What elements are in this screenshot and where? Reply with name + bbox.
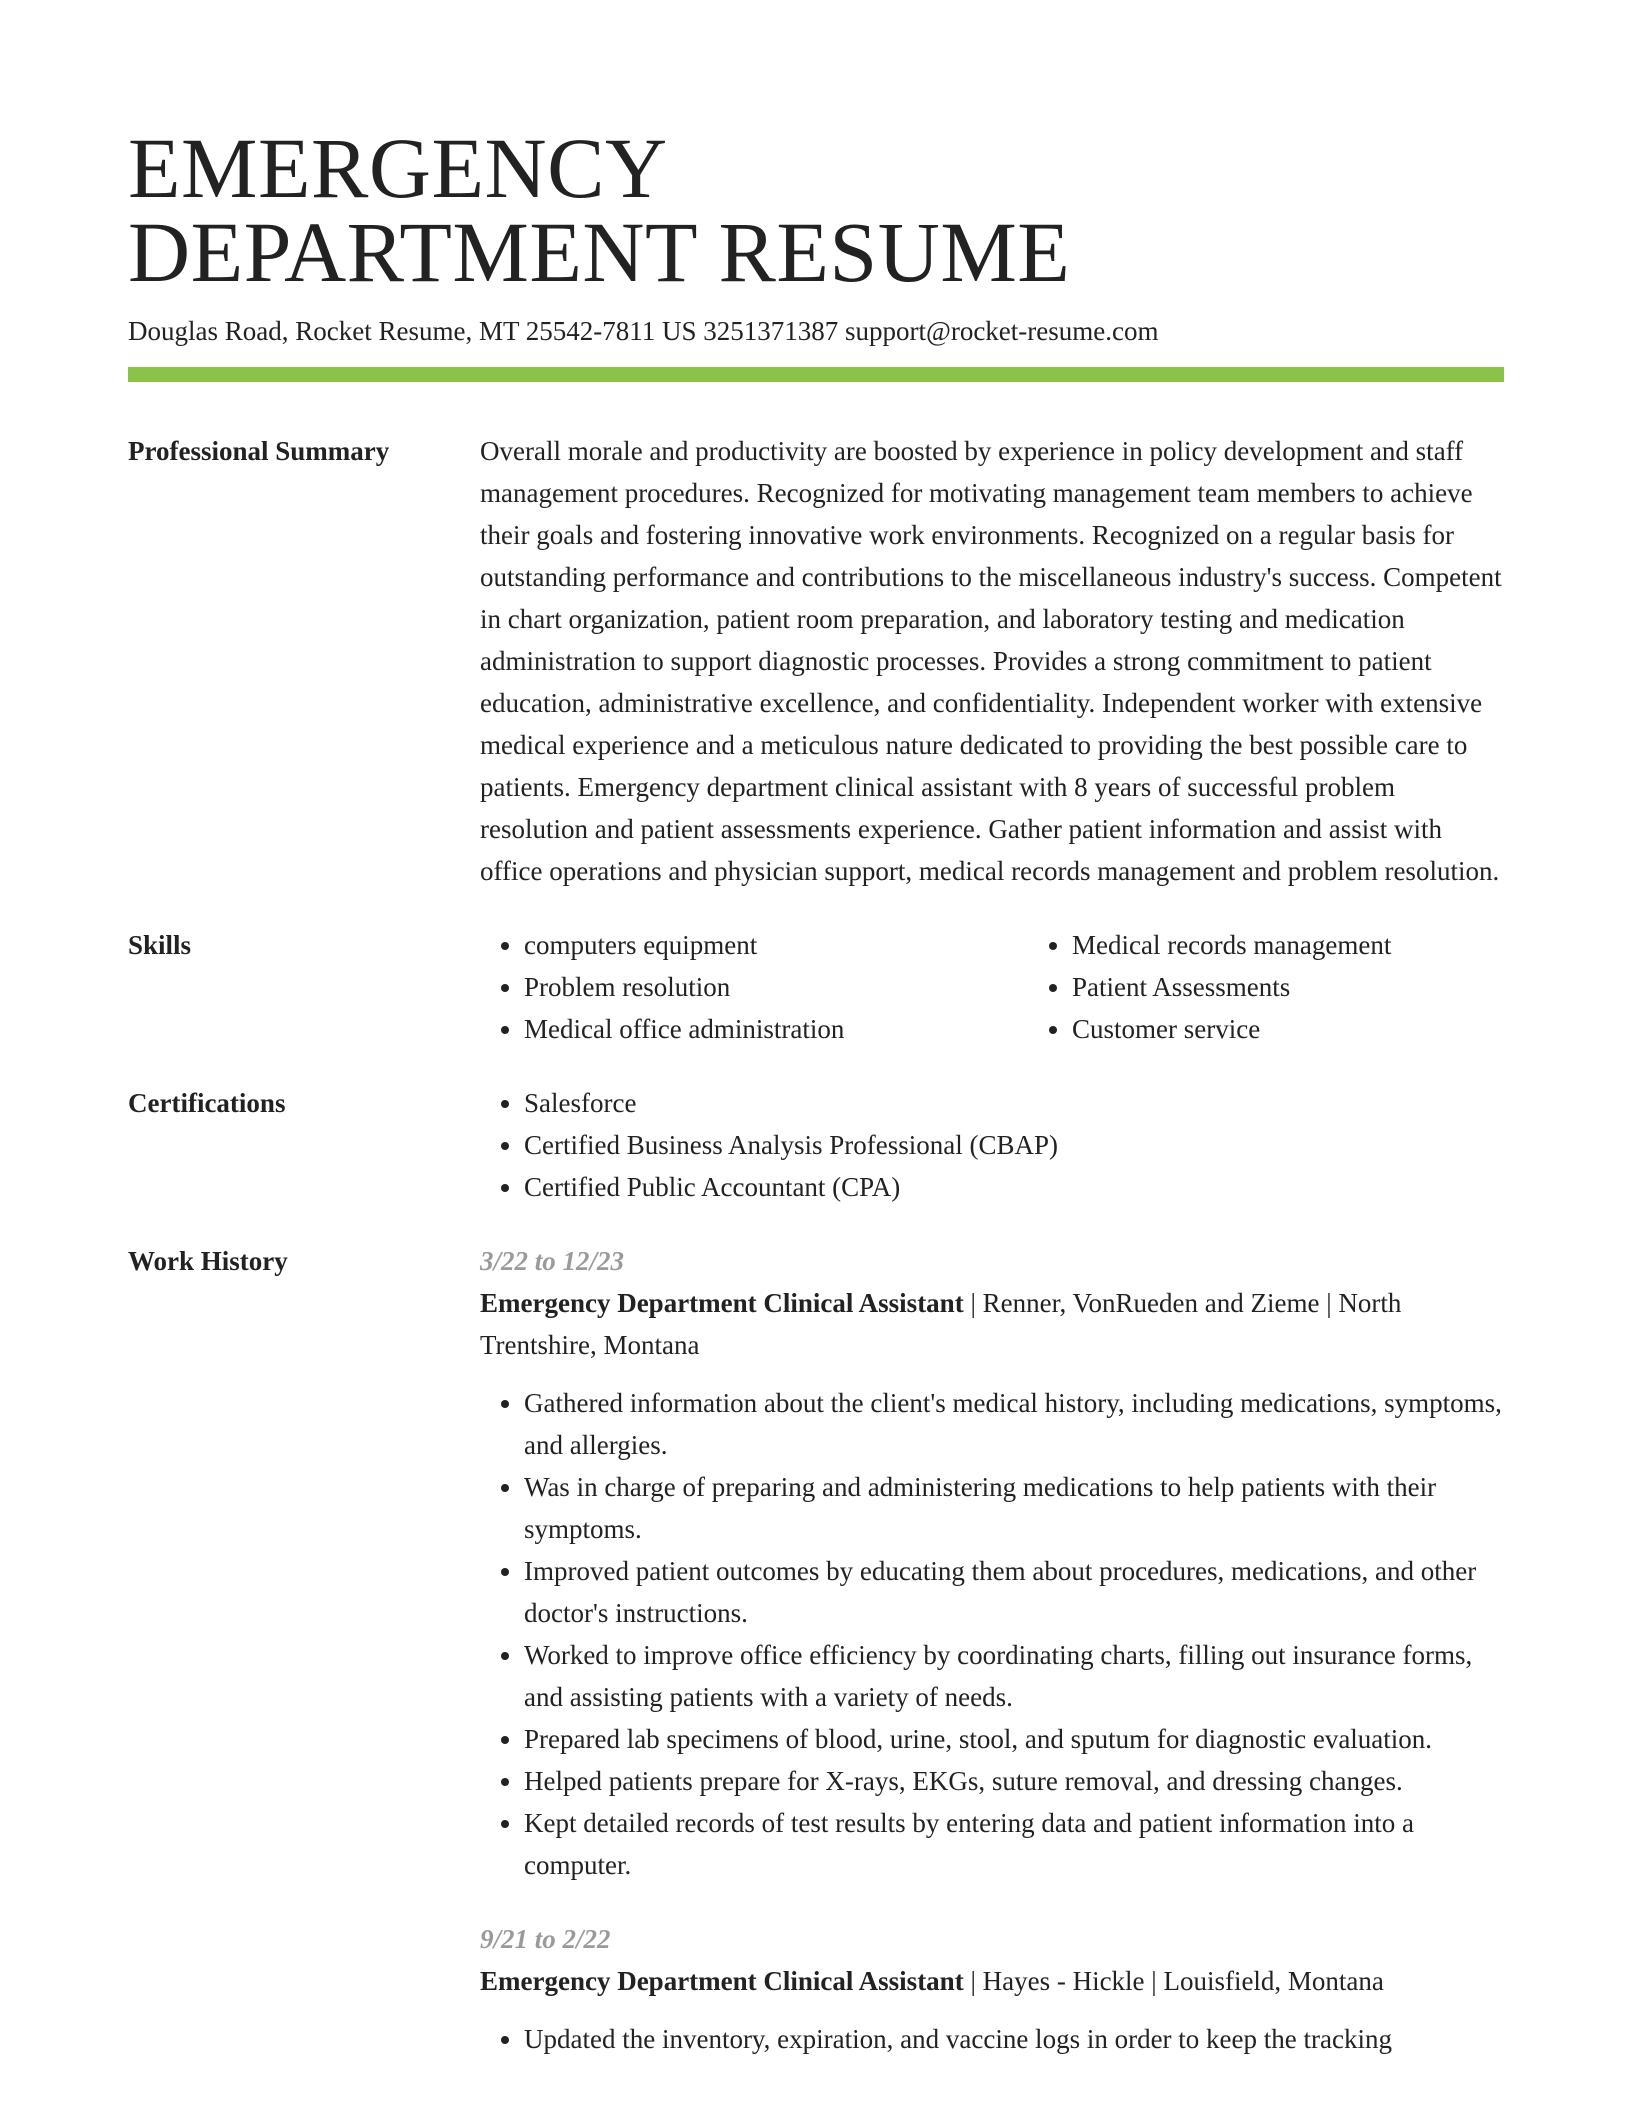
certifications-list	[480, 1082, 1504, 1208]
job-bullet: • Worked to improve office efficiency by coordinating charts, filling out insurance forms, and assisting patients with a variety of needs.	[524, 1634, 1504, 1718]
skills-section	[128, 924, 1504, 1050]
skill-item: • Medical records management	[1072, 924, 1572, 966]
certification-item: • Certified Public Accountant (CPA)	[524, 1166, 1504, 1208]
job-heading	[480, 1960, 1504, 2002]
certification-item: • Salesforce	[524, 1082, 1504, 1124]
title-line-2: DEPARTMENT RESUME	[128, 204, 1071, 300]
job-dates: 3/22 to 12/23	[480, 1246, 625, 1276]
job-bullet: • Improved patient outcomes by educating them about procedures, medications, and other doctor's instructions.	[524, 1550, 1504, 1634]
skills-column-left	[480, 924, 1028, 1050]
job-dates: 9/21 to 2/22	[480, 1924, 611, 1954]
job-employer-location: | Renner, VonRueden and Zieme | North Trentshire, Montana	[480, 1288, 1402, 1360]
header-divider	[128, 367, 1504, 382]
contact-info: Douglas Road, Rocket Resume, MT 25542-7811 US 3251371387 support@rocket-resume.com	[128, 316, 1159, 346]
skill-item: • Problem resolution	[524, 966, 1028, 1008]
job-bullet: • Prepared lab specimens of blood, urine, stool, and sputum for diagnostic evaluation.	[524, 1718, 1504, 1760]
job-entry	[480, 1918, 1504, 2060]
job-employer-location: | Hayes - Hickle | Louisfield, Montana	[963, 1966, 1384, 1996]
summary-text: Overall morale and productivity are boosted by experience in policy development and staff management procedures. Recognized for motivating management team members to achieve their goals and fostering innovative work environments. Recognized on a regular basis for outstanding performance and contributions to the miscellaneous industry's success. Competent in chart organization, patient room preparation, and laboratory testing and medication administration to support diagnostic processes. Provides a strong commitment to patient education, administrative excellence, and confidentiality. Independent worker with extensive medical experience and a meticulous nature dedicated to providing the best possible care to patients. Emergency department clinical assistant with 8 years of successful problem resolution and patient assessments experience. Gather patient information and assist with office operations and physician support, medical records management and problem resolution.	[480, 436, 1502, 886]
summary-section	[128, 430, 1504, 892]
work-history-label: Work History	[128, 1246, 288, 1276]
certifications-section	[128, 1082, 1504, 1208]
skill-item: • Patient Assessments	[1072, 966, 1572, 1008]
certification-item: • Certified Business Analysis Professional (CBAP)	[524, 1124, 1504, 1166]
resume-title	[128, 0, 1504, 300]
resume-page	[128, 0, 1504, 2060]
skills-list	[480, 924, 1572, 1050]
job-bullet: • Was in charge of preparing and administering medications to help patients with their symptoms.	[524, 1466, 1504, 1550]
job-bullet: • Updated the inventory, expiration, and vaccine logs in order to keep the tracking	[524, 2018, 1504, 2060]
job-responsibilities	[480, 1382, 1504, 1886]
job-bullet: • Gathered information about the client's medical history, including medications, symptoms, and allergies.	[524, 1382, 1504, 1466]
job-bullet: • Helped patients prepare for X-rays, EKGs, suture removal, and dressing changes.	[524, 1760, 1504, 1802]
summary-label: Professional Summary	[128, 436, 390, 466]
job-bullet: • Kept detailed records of test results by entering data and patient information into a computer.	[524, 1802, 1504, 1886]
job-title: Emergency Department Clinical Assistant	[480, 1288, 964, 1318]
skills-column-right	[1028, 924, 1572, 1050]
skill-item: • Customer service	[1072, 1008, 1572, 1050]
job-responsibilities	[480, 2018, 1504, 2060]
job-entry	[480, 1240, 1504, 1886]
certifications-label: Certifications	[128, 1088, 286, 1118]
work-history-body	[480, 1240, 1504, 2060]
title-line-1: EMERGENCY	[128, 120, 668, 216]
certifications-body	[480, 1082, 1504, 1208]
job-title: Emergency Department Clinical Assistant	[480, 1966, 964, 1996]
work-history-section	[128, 1240, 1504, 2060]
job-heading	[480, 1282, 1504, 1366]
skill-item: • Medical office administration	[524, 1008, 1028, 1050]
skill-item: • computers equipment	[524, 924, 1028, 966]
skills-label: Skills	[128, 930, 192, 960]
